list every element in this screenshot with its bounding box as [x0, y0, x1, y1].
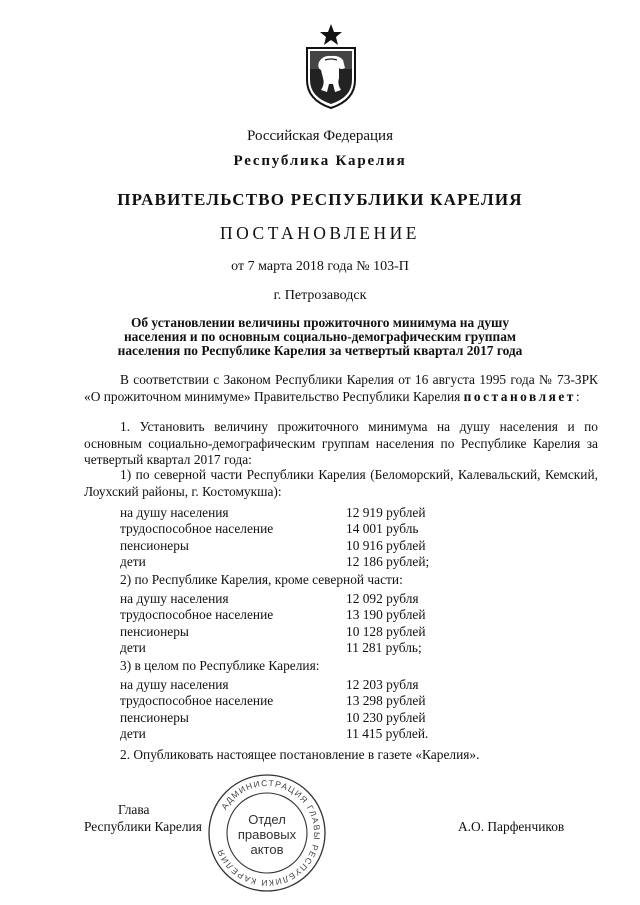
title-line: населения по Республике Карелия за четвертый квартал 2017 года [117, 343, 523, 358]
row-value: 12 203 рубля [346, 677, 419, 692]
coat-of-arms-emblem [301, 22, 361, 110]
section-1-heading: 1) по северной части Республики Карелия (Беломорский, Калевальский, Кемский, Лоухский районы, г. Костомукша): [84, 467, 598, 499]
signer-title-line1: Глава [118, 802, 150, 817]
row-label: на душу населения [120, 591, 229, 606]
city-name: г. Петрозаводск [273, 288, 367, 303]
row-value: 14 001 рубль [346, 521, 419, 536]
date-number: от 7 марта 2018 года № 103-П [231, 259, 409, 274]
row-value: 12 186 рублей; [346, 554, 430, 569]
section-2-heading: 2) по Республике Карелия, кроме северной части: [120, 572, 403, 587]
row-value: 10 916 рублей [346, 538, 426, 553]
row-value: 11 415 рублей. [346, 726, 429, 741]
row-label: дети [120, 554, 146, 569]
signer-name: А.О. Парфенчиков [458, 819, 565, 834]
stamp-line: правовых [237, 827, 297, 842]
row-label: дети [120, 726, 146, 741]
row-label: на душу населения [120, 505, 229, 520]
title-line: Об установлении величины прожиточного минимума на душу [130, 315, 510, 330]
row-value: 10 230 рублей [346, 710, 426, 725]
row-label: пенсионеры [120, 624, 189, 639]
intro-text: В соответствии с Законом Республики Карелия от 16 августа 1995 года № 73-ЗРК «О прожиточном минимуме» Правительство Республики Карелия [84, 372, 598, 404]
row-value: 13 298 рублей [346, 693, 426, 708]
section-3-heading: 3) в целом по Республике Карелия: [120, 658, 320, 673]
stamp-line: Отдел [248, 812, 286, 827]
government-heading: ПРАВИТЕЛЬСТВО РЕСПУБЛИКИ КАРЕЛИЯ [117, 190, 523, 209]
row-label: на душу населения [120, 677, 229, 692]
item-1: 1. Установить величину прожиточного минимума на душу населения и по основным социально-демографическим группам населения по Республике Карелия за четвертый квартал 2017 года: [84, 419, 598, 467]
republic-name: Республика Карелия [233, 153, 407, 169]
intro-paragraph [84, 372, 598, 405]
row-label: трудоспособное население [120, 521, 274, 536]
row-label: пенсионеры [120, 538, 189, 553]
row-value: 13 190 рублей [346, 607, 426, 622]
document-type: ПОСТАНОВЛЕНИЕ [220, 223, 420, 243]
row-value: 10 128 рублей [346, 624, 426, 639]
row-label: пенсионеры [120, 710, 189, 725]
official-stamp [206, 772, 328, 894]
decree-word: постановляет [463, 388, 576, 404]
decree-colon: : [575, 388, 580, 404]
stamp-ring-text: АДМИНИСТРАЦИЯ ГЛАВЫ РЕСПУБЛИКИ КАРЕЛИЯ [214, 777, 323, 889]
row-label: трудоспособное население [120, 693, 274, 708]
item-2: 2. Опубликовать настоящее постановление в газете «Карелия». [120, 747, 480, 762]
signer-title-line2: Республики Карелия [84, 819, 202, 834]
row-value: 12 092 рубля [346, 591, 419, 606]
title-line: населения и по основным социально-демографическим группам [123, 329, 517, 344]
document-title [0, 316, 640, 358]
row-label: дети [120, 640, 146, 655]
stamp-line: актов [250, 842, 284, 857]
row-value: 11 281 рубль; [346, 640, 422, 655]
row-label: трудоспособное население [120, 607, 274, 622]
country-name: Российская Федерация [247, 128, 393, 144]
row-value: 12 919 рублей [346, 505, 426, 520]
